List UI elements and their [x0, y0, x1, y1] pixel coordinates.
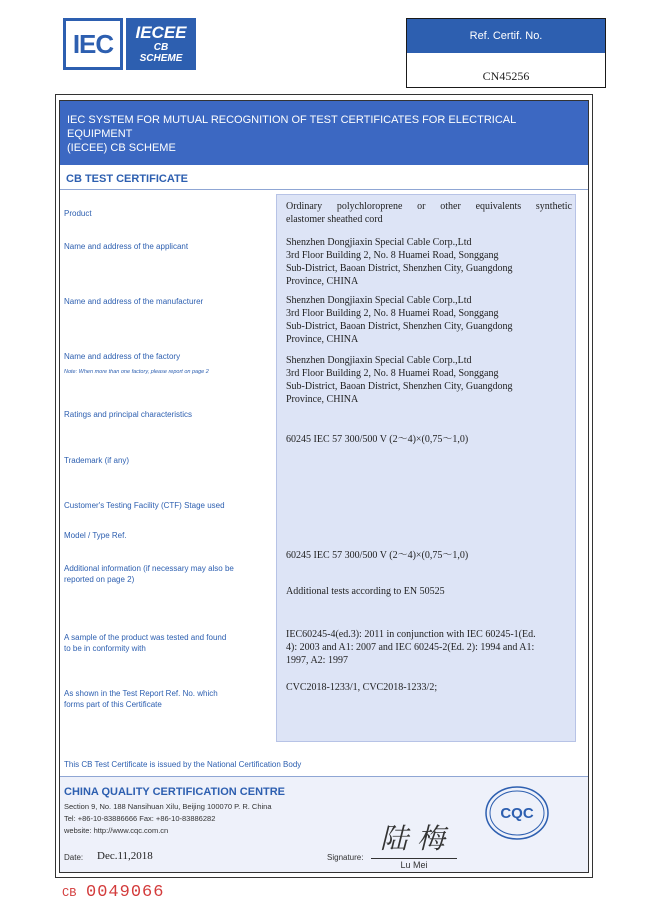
sample-label-1: A sample of the product was tested and found — [64, 633, 227, 642]
additional-label-2: reported on page 2) — [64, 575, 135, 584]
scheme-logo-text: SCHEME — [139, 53, 183, 64]
applicant-address-3: Province, CHINA — [286, 276, 359, 287]
manufacturer-company: Shenzhen Dongjiaxin Special Cable Corp.,Ltd — [286, 295, 472, 306]
sample-label-2: to be in conformity with — [64, 644, 146, 653]
ratings-label: Ratings and principal characteristics — [64, 410, 193, 419]
cqc-logo — [484, 785, 550, 841]
factory-company: Shenzhen Dongjiaxin Special Cable Corp.,Ltd — [286, 355, 472, 366]
manufacturer-value — [286, 294, 513, 346]
report-label-2: forms part of this Certificate — [64, 700, 162, 709]
applicant-address-1: 3rd Floor Building 2, No. 8 Huamei Road, Songgang — [286, 250, 499, 261]
organization-name: CHINA QUALITY CERTIFICATION CENTRE — [64, 786, 286, 798]
serial-digits: 0049066 — [86, 883, 165, 902]
issued-by-statement: This CB Test Certificate is issued by the National Certification Body — [64, 760, 302, 769]
iecee-logo-text: IECEE — [135, 23, 187, 42]
iec-logo-text: IEC — [72, 28, 114, 59]
ref-value: CN45256 — [482, 69, 530, 83]
sample-label — [64, 632, 226, 654]
banner-line-2: (IECEE) CB SCHEME — [67, 142, 176, 154]
date-label: Date: — [64, 853, 84, 862]
applicant-label: Name and address of the applicant — [64, 242, 189, 251]
additional-label-1: Additional information (if necessary may also be — [64, 564, 234, 573]
signature-label: Signature: — [327, 853, 364, 862]
signature-glyphs: 陆 梅 — [380, 822, 445, 855]
cb-logo-text: CB — [153, 42, 169, 53]
iecee-cb-scheme-logo — [126, 18, 196, 70]
iec-logo — [63, 18, 123, 70]
manufacturer-address-1: 3rd Floor Building 2, No. 8 Huamei Road, Songgang — [286, 308, 499, 319]
trademark-label: Trademark (if any) — [64, 456, 130, 465]
model-label: Model / Type Ref. — [64, 531, 127, 540]
additional-value: Additional tests according to EN 50525 — [286, 586, 445, 597]
product-label: Product — [64, 209, 92, 218]
cqc-logo-text: CQC — [500, 805, 534, 822]
scheme-banner — [60, 101, 588, 165]
organization-phone-fax: Tel: +86-10-83886666 Fax: +86-10-83886282 — [64, 814, 216, 823]
certificate-title: CB TEST CERTIFICATE — [60, 168, 588, 190]
organization-address: Section 9, No. 188 Nansihuan Xilu, Beijing 100070 P. R. China — [64, 802, 272, 811]
applicant-address-2: Sub-District, Baoan District, Shenzhen City, Guangdong — [286, 263, 513, 274]
applicant-value — [286, 236, 513, 288]
serial-number — [62, 883, 164, 902]
product-value — [286, 200, 572, 226]
signature-name: Lu Mei — [400, 860, 428, 870]
report-label — [64, 688, 218, 710]
organization-website: website: http://www.cqc.com.cn — [64, 826, 169, 835]
standard-line-2: 4): 2003 and A1: 2007 and IEC 60245-2(Ed. 2): 1994 and A1: — [286, 642, 535, 653]
ref-label: Ref. Certif. No. — [407, 19, 605, 53]
banner-line-1: IEC SYSTEM FOR MUTUAL RECOGNITION OF TEST CERTIFICATES FOR ELECTRICAL EQUIPMENT — [67, 114, 516, 140]
factory-label: Name and address of the factory — [64, 352, 181, 361]
report-value: CVC2018-1233/1, CVC2018-1233/2; — [286, 682, 438, 693]
serial-prefix: CB — [62, 886, 77, 900]
factory-note: Note: When more than one factory, please report on page 2 — [64, 369, 209, 375]
ref-certificate-box — [406, 18, 606, 88]
handwritten-signature — [378, 816, 458, 856]
signature-line — [371, 858, 457, 859]
report-label-1: As shown in the Test Report Ref. No. which — [64, 689, 218, 698]
model-value: 60245 IEC 57 300/500 V (2～4)×(0,75～1,0) — [286, 550, 469, 561]
manufacturer-label: Name and address of the manufacturer — [64, 297, 204, 306]
manufacturer-address-2: Sub-District, Baoan District, Shenzhen City, Guangdong — [286, 321, 513, 332]
standards-value — [286, 628, 536, 667]
ratings-value: 60245 IEC 57 300/500 V (2～4)×(0,75～1,0) — [286, 434, 469, 445]
additional-label — [64, 563, 234, 585]
manufacturer-address-3: Province, CHINA — [286, 334, 359, 345]
standard-line-3: 1997, A2: 1997 — [286, 655, 348, 666]
factory-address-1: 3rd Floor Building 2, No. 8 Huamei Road, Songgang — [286, 368, 499, 379]
factory-value — [286, 354, 513, 406]
standard-line-1: IEC60245-4(ed.3): 2011 in conjunction with IEC 60245-1(Ed. — [286, 629, 536, 640]
ctf-label: Customer's Testing Facility (CTF) Stage used — [64, 501, 225, 510]
factory-address-2: Sub-District, Baoan District, Shenzhen City, Guangdong — [286, 381, 513, 392]
factory-address-3: Province, CHINA — [286, 394, 359, 405]
product-value-1: Ordinary polychloroprene or other equivalents synthetic — [286, 201, 572, 212]
product-value-2: elastomer sheathed cord — [286, 214, 383, 225]
date-value: Dec.11,2018 — [97, 850, 153, 862]
applicant-company: Shenzhen Dongjiaxin Special Cable Corp.,Ltd — [286, 237, 472, 248]
